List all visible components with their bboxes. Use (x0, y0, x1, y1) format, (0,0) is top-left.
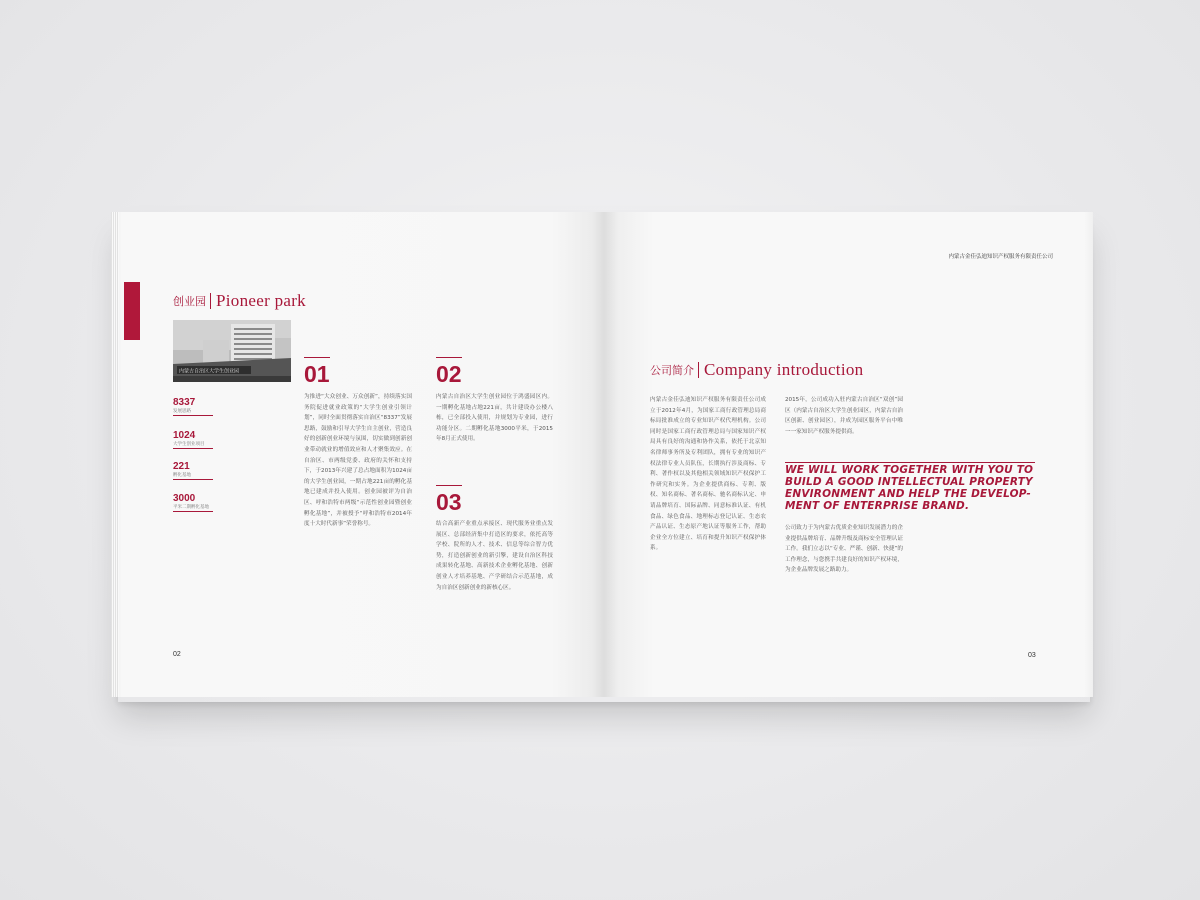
section-title-company-intro (650, 360, 863, 380)
number-topline (436, 485, 462, 486)
stat-label: 孵化基地 (173, 472, 191, 477)
number-03 (436, 490, 462, 514)
building-photo (173, 320, 291, 382)
paragraph-company-3: 公司致力于为内蒙古优质企业知识发展潜力的企业提供品牌培育、品牌升级及商标安全管理认证工作。我们立志以“专业、严谨、创新、快捷”的工作理念，与您携手共建良好的知识产权环境，为企业品牌发展之路助力。 (785, 525, 903, 574)
stat-underline (173, 511, 213, 512)
paragraph-company-2: 2015年，公司成功入驻内蒙古自治区“双创”园区（内蒙古自治区大学生创业园区，内蒙古自治区创新、创业园区），并成为园区服务平台中唯一一家知识产权服务提供商。 (785, 397, 903, 435)
number-text: 02 (436, 361, 462, 387)
stat-number: 8337 (173, 397, 196, 408)
stat-number: 221 (173, 461, 190, 472)
stat-label: 发展思路 (173, 408, 191, 413)
title-divider (698, 362, 699, 378)
slogan-text: WE WILL WORK TOGETHER WITH YOU TO BUILD A GOOD INTELLECTUAL PROPERTY ENVIRONMENT AND HELP THE DEVELOP-MENT OF ENTERPRISE BRAND. (785, 464, 1034, 512)
stat-3000 (173, 493, 215, 512)
section-title-pioneer-park (173, 291, 306, 311)
slogan-rule (785, 462, 1035, 463)
number-02 (436, 362, 462, 386)
stat-number: 1024 (173, 430, 196, 441)
number-topline (436, 357, 462, 358)
stat-number: 3000 (173, 493, 196, 504)
stat-label: 平米二期孵化基地 (173, 504, 209, 509)
section-title-en: Company introduction (704, 360, 864, 379)
paragraph-01: 为推进“大众创业、万众创新”，持续落实国务院促进就业政策的“大学生创业引领计划”，同时全面贯彻落实自治区“8337”发展思路，鼓励和引导大学生自主创业，营造良好的创新创业环境与氛围，切实做到创新创业带动就业的增值效应和人才聚集效应。在自治区、市两级党委、政府的关怀和支持下，于2013年兴建了总占地面积为1024亩的大学生创业园，一期占地221亩的孵化基地已建成并投入使用。创业园被评为自治区、呼和浩特市两级“示范性创业园暨创业孵化基地”，并被授予“呼和浩特市2014年度十大时代新事”荣誉称号。 (304, 394, 412, 528)
section-title-cn: 创业园 (173, 295, 206, 308)
paragraph-03: 结合高新产业重点承接区、现代服务业重点发展区、总部经济集中打造区的要求，依托高等学校、院所的人才、技术、信息等综合智力优势，打造创新创业的新引擎，建设自治区科技成果转化基地、高新技术企业孵化基地、创新创业人才培养基地、产学研结合示范基地，成为自治区创新创业的新核心区。 (436, 521, 553, 591)
number-text: 03 (436, 489, 462, 515)
stat-underline (173, 448, 213, 449)
paragraph-company-1: 内蒙古金佳弘迪知识产权服务有限责任公司成立于2012年4月，为国家工商行政管理总局商标局批准成立的专业知识产权代理机构。公司同时是国家工商行政管理总局与国家知识产权局具有良好的沟通和协作关系，依托于北京知名律师事务所及专利团队，拥有专业的知识产权法律专业人员队伍，长期执行涉及商标、专利、著作权以及其他相关领域知识产权保护工作研究和实务。为企业提供商标、专利、版权、知名商标、著名商标、驰名商标认定、申请品牌培育、国际品牌、同意标准认证、有机食品、绿色食品、地理标志登记认证、生态农产品认证、生态原产地认证等服务工作，帮助企业全方位建立、培育和提升知识产权保护体系。 (650, 397, 766, 552)
stat-8337 (173, 397, 215, 416)
section-title-en: Pioneer park (216, 291, 306, 310)
number-01 (304, 362, 330, 386)
stat-label: 大学生创业项目 (173, 441, 205, 446)
right-page (604, 212, 1093, 697)
stat-221 (173, 461, 215, 480)
page-edge-stack (111, 212, 119, 697)
number-topline (304, 357, 330, 358)
stat-underline (173, 479, 213, 480)
title-divider (210, 293, 211, 309)
paragraph-02: 内蒙古自治区大学生创业园位于鸿盛园区内。一期孵化基地占地221亩，共计建设办公楼八栋，已全部投入使用，并规划为专业园，进行功能分区。二期孵化基地3000平米，于2015年8月正式使用。 (436, 394, 553, 443)
company-name-header: 内蒙古金佳弘迪知识产权服务有限责任公司 (948, 254, 1053, 260)
number-text: 01 (304, 361, 330, 387)
stat-underline (173, 415, 213, 416)
section-title-cn: 公司简介 (650, 364, 694, 377)
red-tab-marker (124, 282, 140, 340)
photo-sign-text: 内蒙古自治区大学生创业园 (179, 368, 240, 375)
page-number-left: 02 (173, 651, 181, 658)
left-page (111, 212, 605, 697)
page-number-right: 03 (1028, 652, 1036, 659)
stat-1024 (173, 430, 215, 449)
